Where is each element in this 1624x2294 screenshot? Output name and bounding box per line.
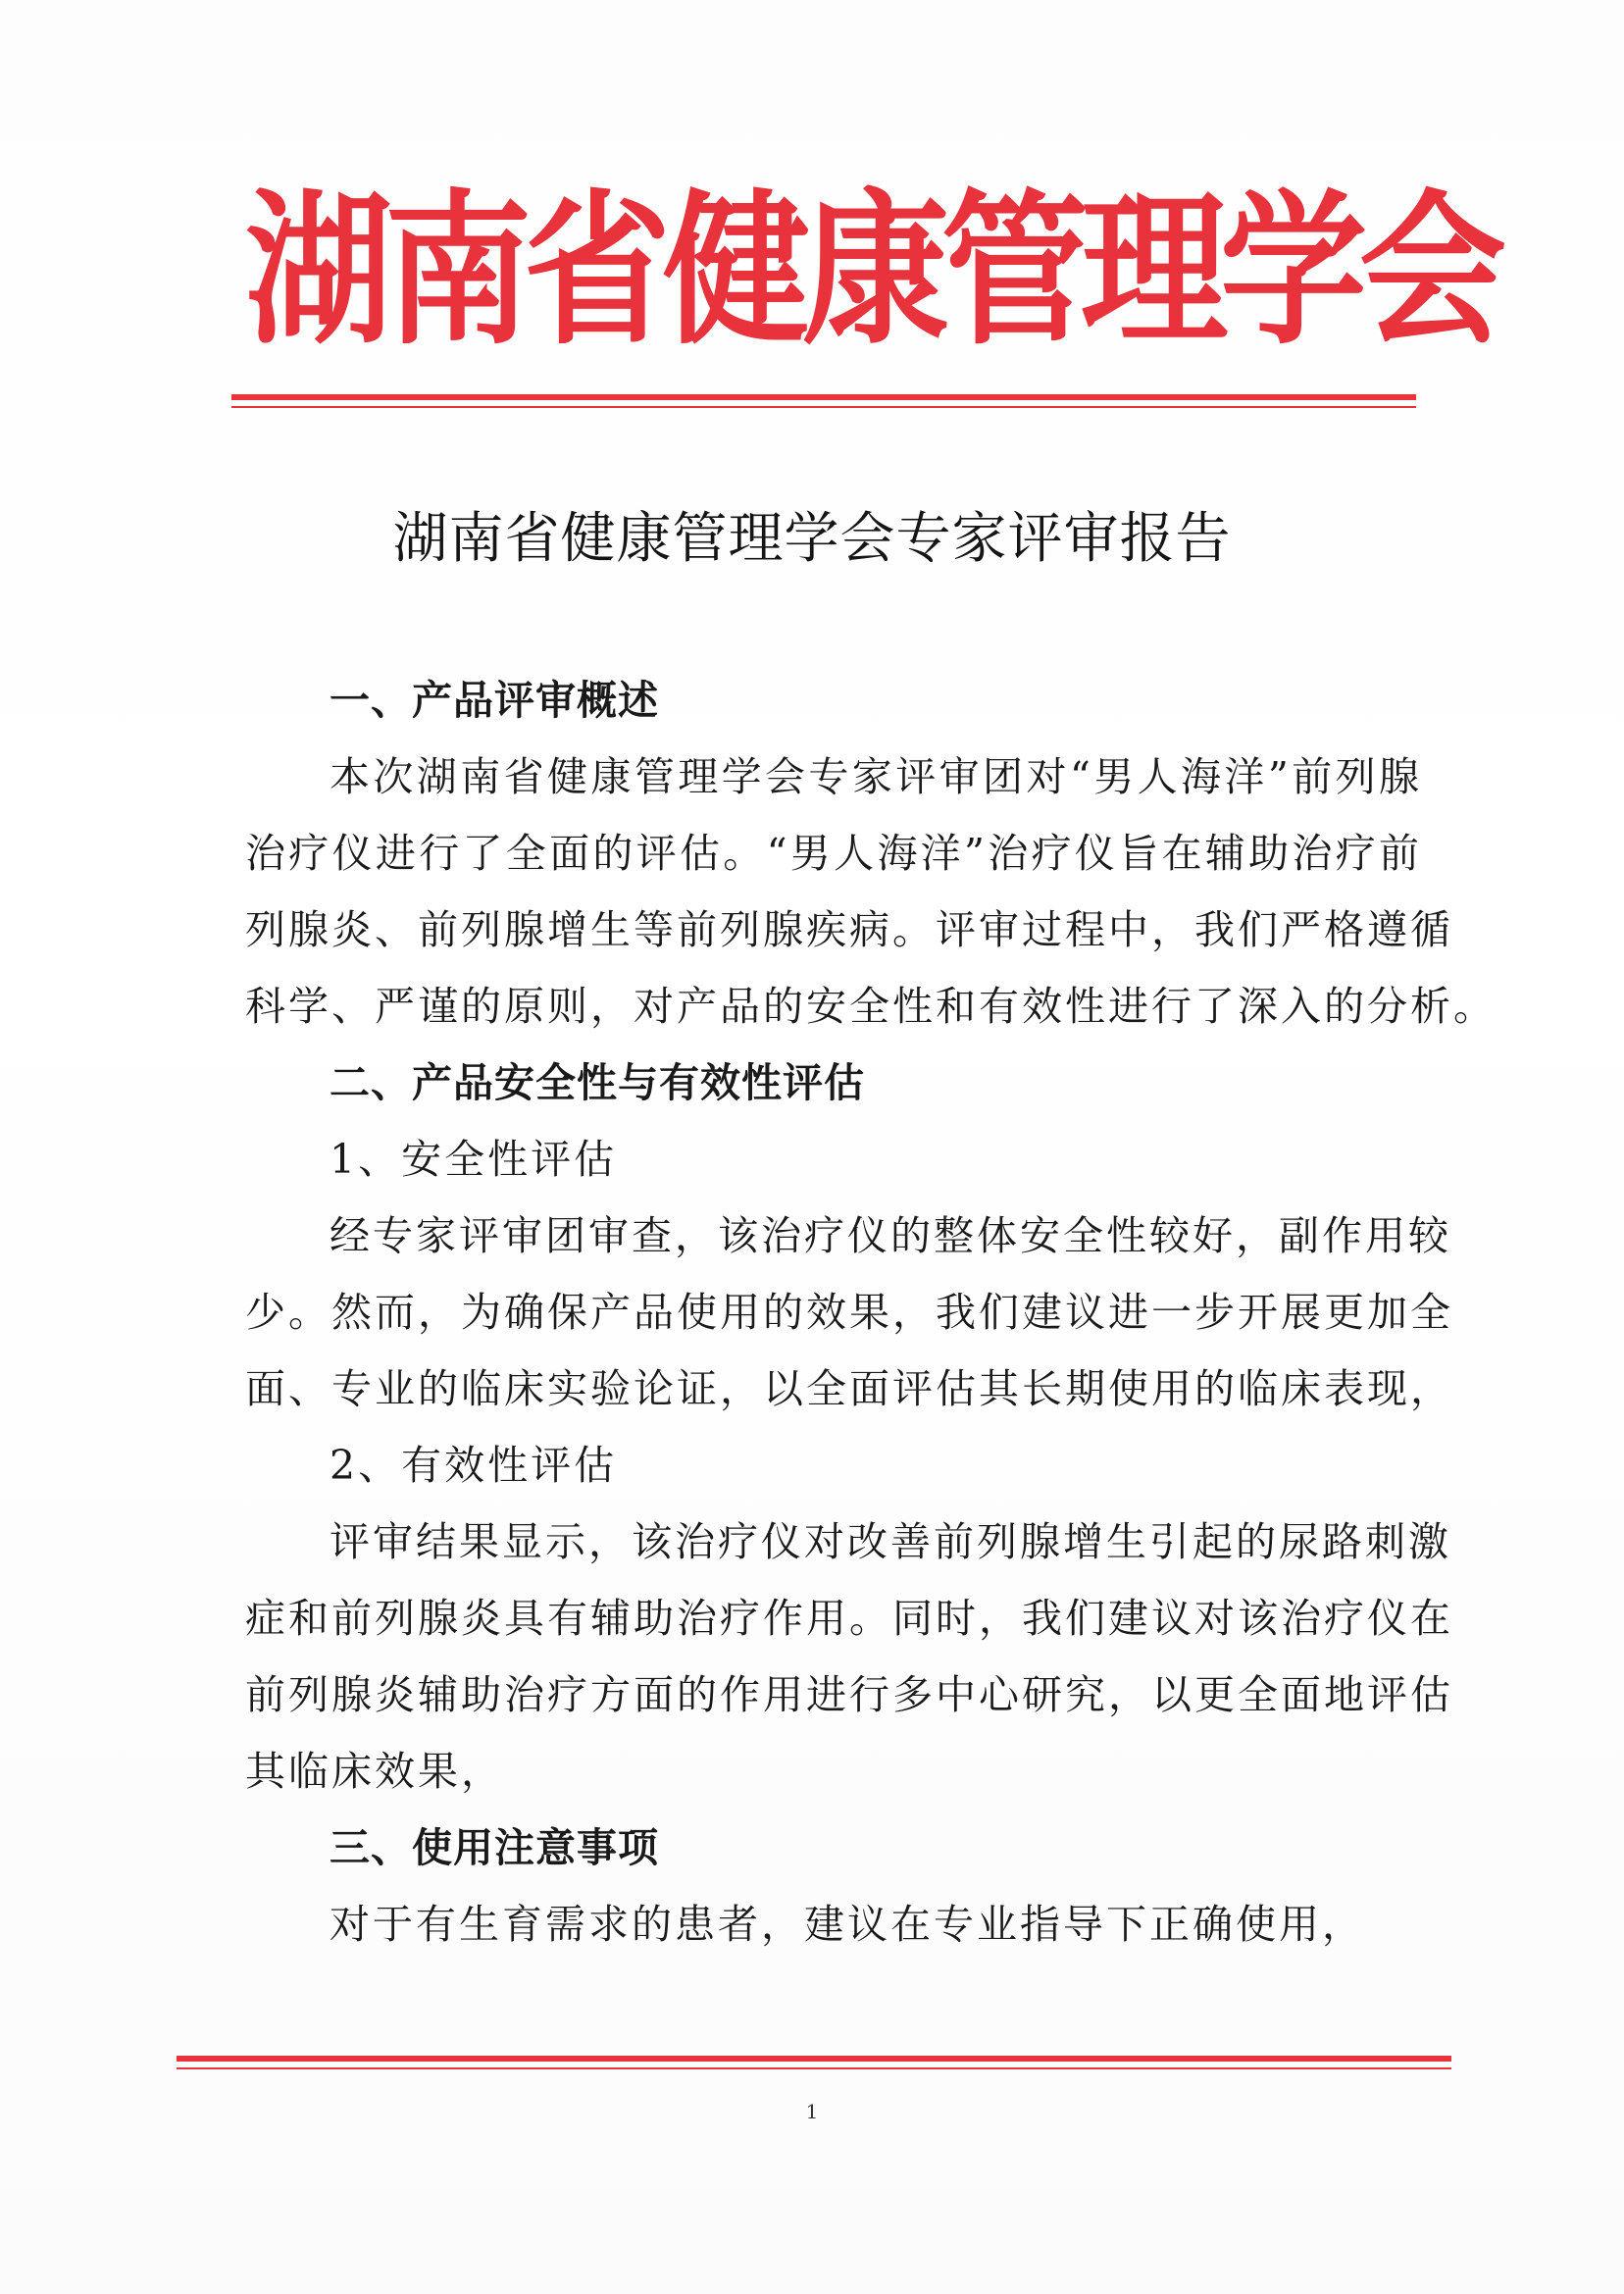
footer-rule-thin [177, 2067, 1451, 2069]
paragraph-line: 本次湖南省健康管理学会专家评审团对“男人海洋”前列腺 [330, 753, 1422, 800]
letterhead-rule-thick [231, 394, 1416, 400]
paragraph-line: 其临床效果， [245, 1748, 504, 1795]
paragraph-line: 对于有生育需求的患者，建议在专业指导下正确使用， [330, 1901, 1365, 1948]
letterhead-rule-thin [231, 406, 1416, 408]
paragraph-line: 治疗仪进行了全面的评估。“男人海洋”治疗仪旨在辅助治疗前 [245, 830, 1422, 877]
paragraph-line: 少。然而，为确保产品使用的效果，我们建议进一步开展更加全 [245, 1289, 1453, 1336]
document-title: 湖南省健康管理学会专家评审报告 [392, 507, 1232, 571]
paragraph-line: 列腺炎、前列腺增生等前列腺疾病。评审过程中，我们严格遵循 [245, 906, 1453, 953]
section-heading-evaluation: 二、产品安全性与有效性评估 [330, 1059, 865, 1106]
paragraph-line: 前列腺炎辅助治疗方面的作用进行多中心研究，以更全面地评估 [245, 1671, 1453, 1718]
section-heading-overview: 一、产品评审概述 [330, 677, 659, 724]
paragraph-line: 面、专业的临床实验论证，以全面评估其长期使用的临床表现， [245, 1365, 1453, 1412]
footer-rule-thick [177, 2056, 1451, 2062]
page-number: 1 [805, 2100, 819, 2123]
subsection-heading-efficacy: 2、有效性评估 [330, 1442, 618, 1489]
paragraph-line: 症和前列腺炎具有辅助治疗作用。同时，我们建议对该治疗仪在 [245, 1595, 1453, 1642]
document-body [245, 662, 1497, 1963]
paragraph-line: 评审结果显示，该治疗仪对改善前列腺增生引起的尿路刺激 [330, 1518, 1451, 1565]
paragraph-line: 科学、严谨的原则，对产品的安全性和有效性进行了深入的分析。 [245, 983, 1497, 1030]
letterhead-title: 湖南省健康管理学会 [245, 176, 1499, 368]
paragraph-line: 经专家评审团审查，该治疗仪的整体安全性较好，副作用较 [330, 1212, 1451, 1259]
section-heading-precautions: 三、使用注意事项 [330, 1824, 659, 1871]
subsection-heading-safety: 1、安全性评估 [330, 1136, 618, 1183]
